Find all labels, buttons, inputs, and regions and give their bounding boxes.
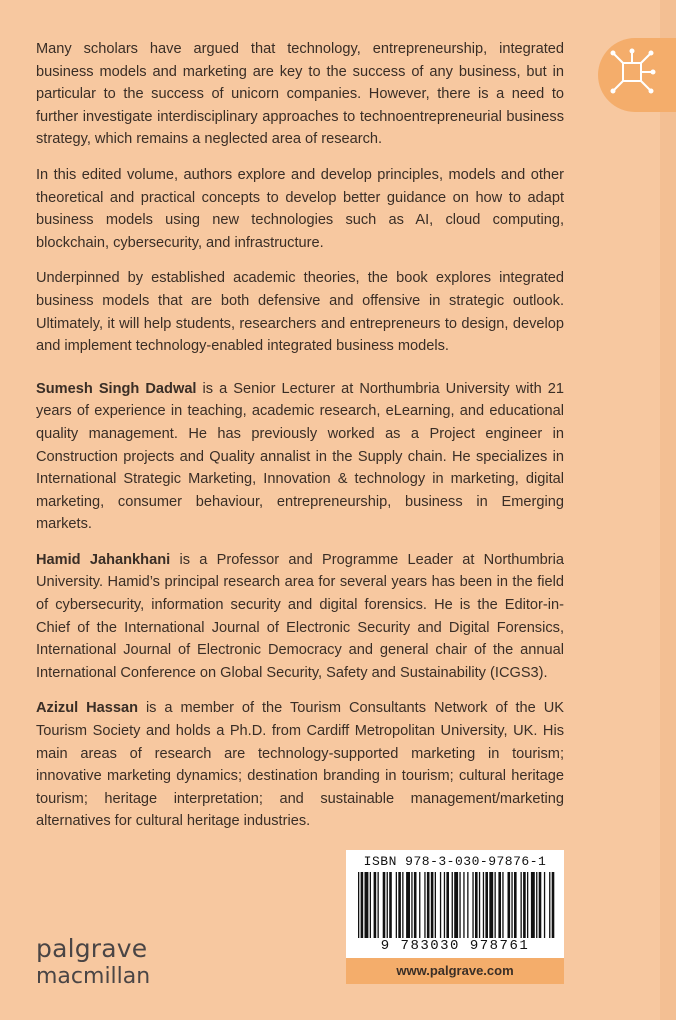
author-name: Sumesh Singh Dadwal <box>36 380 197 397</box>
back-cover-text <box>36 38 564 846</box>
publisher-website[interactable]: www.palgrave.com <box>346 958 564 984</box>
publisher-logo-line1: palgrave <box>36 934 148 963</box>
blurb-paragraph-2: In this edited volume, authors explore and develop principles, models and other theoretical and practical concepts to develop better guidance on how to adapt business models using new technologies such as AI, cloud computing, blockchain, cybersecurity, and infrastructure. <box>36 166 564 251</box>
blurb-paragraph-1: Many scholars have argued that technology, entrepreneurship, integrated business models and marketing are key to the success of any business, but in particular to the success of unicorn companies. However, there is a need to further investigate interdisciplinary approaches to technoentrepreneurial business strategy, which remains a neglected area of research. <box>36 41 564 148</box>
barcode-image <box>354 872 556 938</box>
publisher-logo <box>36 935 150 990</box>
author-bio-1 <box>36 378 564 536</box>
barcode-box <box>346 850 564 984</box>
author-name: Azizul Hassan <box>36 700 139 717</box>
author-bio-2 <box>36 549 564 685</box>
isbn-label: ISBN 978-3-030-97876-1 <box>363 854 547 869</box>
author-bio-3 <box>36 697 564 833</box>
author-bio-text: is a Professor and Programme Leader at Northumbria University. Hamid’s principal research area for several years has been in the field of cybersecurity, information security and digital forensics. He is the Editor-in-Chief of the International Journal of Electronic Security and Digital Forensics, International Journal of Electronic Democracy and general chair of the annual International Conference on Global Security, Safety and Sustainability (ICGS3). <box>36 551 564 681</box>
blurb-paragraph-3: Underpinned by established academic theories, the book explores integrated business models that are both defensive and offensive in strategic outlook. Ultimately, it will help students, researchers and entrepreneurs to design, develop and implement technology-enabled integrated business models. <box>36 270 564 355</box>
spine-strip <box>660 0 676 1020</box>
author-name: Hamid Jahankhani <box>36 551 171 568</box>
publisher-logo-line2: macmillan <box>36 964 151 989</box>
barcode-digits: 9 783030 978761 <box>380 938 530 954</box>
series-badge <box>598 38 676 112</box>
author-bio-text: is a Senior Lecturer at Northumbria University with 21 years of experience in teaching, academic research, eLearning, and educational quality management. He has previously worked as a Project engineer in Construction projects and Quality annalist in the Supply chain. He specializes in International Strategic Marketing, Innovation & technology in marketing, digital marketing, consumer behaviour, entrepreneurship, business in Emerging markets. <box>36 380 564 533</box>
network-icon <box>608 48 656 96</box>
author-bio-text: is a member of the Tourism Consultants Network of the UK Tourism Society and holds a Ph.D. from Cardiff Metropolitan University, UK. His main areas of research are technology-supported marketing in tourism; innovative marketing dynamics; destination branding in tourism; cultural heritage tourism; heritage interpretation; and sustainable management/marketing alternatives for cultural heritage industries. <box>36 700 564 830</box>
